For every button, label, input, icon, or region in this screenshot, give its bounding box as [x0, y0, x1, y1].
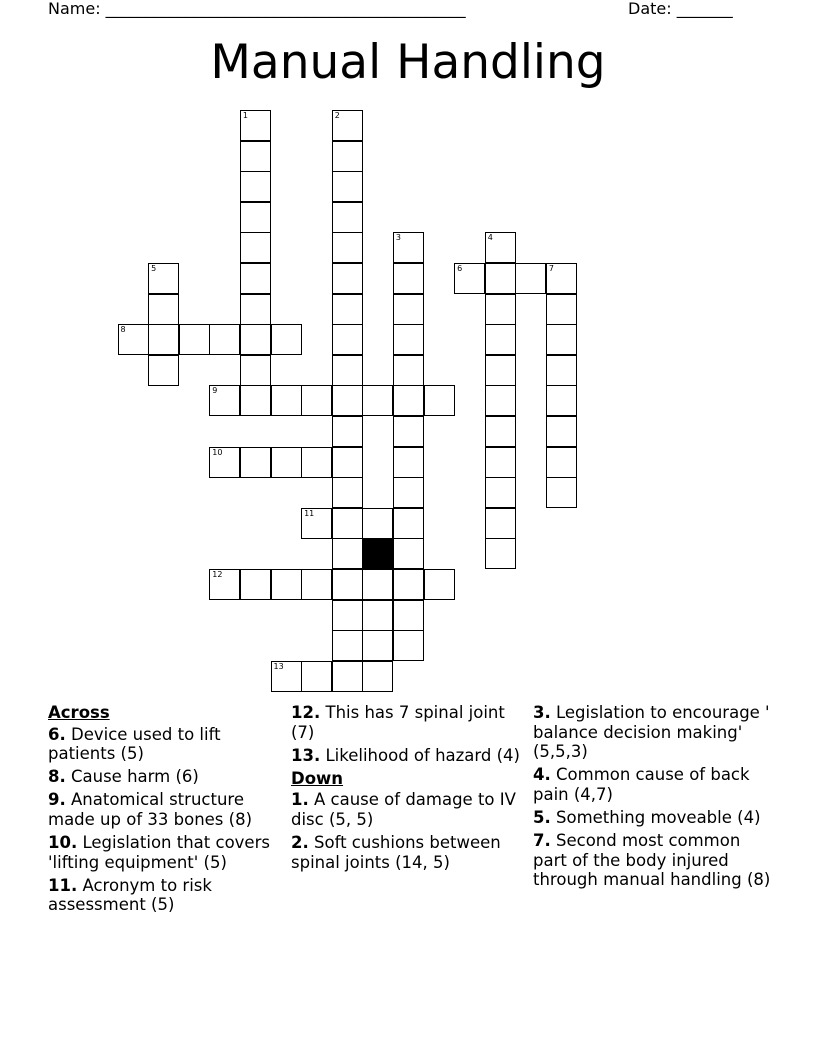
crossword-cell[interactable] — [240, 294, 271, 325]
crossword-cell[interactable] — [393, 416, 424, 447]
clue-number: 9 — [212, 386, 218, 396]
crossword-cell[interactable] — [332, 263, 363, 294]
crossword-cell[interactable] — [485, 294, 516, 325]
crossword-cell[interactable] — [240, 324, 271, 355]
clue-column-2 — [291, 703, 525, 876]
clue-number: 3 — [395, 233, 401, 243]
crossword-cell[interactable] — [485, 385, 516, 416]
crossword-cell[interactable] — [485, 355, 516, 386]
crossword-cell[interactable] — [393, 385, 424, 416]
crossword-cell[interactable] — [393, 600, 424, 631]
crossword-cell[interactable] — [393, 569, 424, 600]
crossword-cell[interactable] — [301, 569, 332, 600]
crossword-cell[interactable] — [332, 447, 363, 478]
crossword-cell[interactable] — [301, 385, 332, 416]
across-clue-10: 10. Legislation that covers 'lifting equipment' (5) — [48, 833, 270, 872]
clue-number: 5 — [151, 264, 157, 273]
clue-number: 12 — [212, 570, 223, 579]
crossword-cell[interactable] — [271, 661, 302, 692]
crossword-cell[interactable] — [393, 630, 424, 661]
crossword-cell[interactable] — [118, 324, 149, 355]
crossword-cell[interactable] — [148, 324, 179, 355]
crossword-cell[interactable] — [393, 508, 424, 539]
crossword-cell[interactable] — [546, 355, 577, 386]
crossword-cell[interactable] — [332, 569, 363, 600]
crossword-cell[interactable] — [362, 661, 393, 692]
crossword-cell[interactable] — [301, 447, 332, 478]
crossword-cell[interactable] — [362, 508, 393, 539]
crossword-cell[interactable] — [240, 447, 271, 478]
crossword-cell[interactable] — [148, 355, 179, 386]
crossword-cell[interactable] — [209, 385, 240, 416]
crossword-cell[interactable] — [209, 447, 240, 478]
across-heading: Across — [48, 703, 110, 722]
crossword-cell[interactable] — [546, 294, 577, 325]
clue-number: 4 — [487, 233, 493, 243]
crossword-cell[interactable] — [332, 324, 363, 355]
crossword-cell[interactable] — [332, 416, 363, 447]
across-clue-12: 12. This has 7 spinal joint (7) — [291, 703, 505, 742]
crossword-cell[interactable] — [424, 385, 455, 416]
down-clue-5: 5. Something moveable (4) — [533, 807, 761, 827]
crossword-cell[interactable] — [240, 385, 271, 416]
crossword-cell[interactable] — [485, 508, 516, 539]
crossword-cell[interactable] — [362, 569, 393, 600]
crossword-cell[interactable] — [332, 202, 363, 233]
down-heading: Down — [291, 768, 344, 788]
crossword-cell[interactable] — [209, 569, 240, 600]
crossword-cell[interactable] — [240, 202, 271, 233]
crossword-cell[interactable] — [332, 477, 363, 508]
crossword-cell[interactable] — [393, 263, 424, 294]
crossword-cell[interactable] — [301, 508, 332, 539]
crossword-cell[interactable] — [209, 324, 240, 355]
across-clue-6: 6. Device used to lift patients (5) — [48, 724, 221, 764]
crossword-cell[interactable] — [240, 141, 271, 172]
page-title: Manual Handling — [210, 35, 606, 90]
crossword-cell[interactable] — [332, 538, 363, 569]
clue-number: 6 — [457, 264, 463, 273]
crossword-cell[interactable] — [271, 569, 302, 600]
crossword-cell[interactable] — [424, 569, 455, 600]
across-clue-9: 9. Anatomical structure made up of 33 bones (8) — [48, 790, 253, 829]
blocked-cell — [362, 538, 393, 569]
crossword-cell[interactable] — [546, 477, 577, 508]
clue-column-3 — [533, 703, 773, 893]
crossword-cell[interactable] — [393, 324, 424, 355]
crossword-cell[interactable] — [240, 355, 271, 386]
crossword-cell[interactable] — [362, 600, 393, 631]
clue-number: 7 — [548, 264, 554, 273]
down-clue-2: 2. Soft cushions between spinal joints (14, 5) — [291, 833, 501, 872]
crossword-cell[interactable] — [332, 661, 363, 692]
crossword-cell[interactable] — [332, 232, 363, 263]
crossword-cell[interactable] — [240, 263, 271, 294]
crossword-cell[interactable] — [485, 477, 516, 508]
crossword-cell[interactable] — [393, 355, 424, 386]
across-clue-8: 8. Cause harm (6) — [48, 767, 199, 787]
crossword-cell[interactable] — [332, 508, 363, 539]
down-clue-1: 1. A cause of damage to IV disc (5, 5) — [291, 790, 516, 829]
clue-number: 11 — [304, 508, 315, 518]
name-field-label[interactable]: Name: _____________________________________________ — [48, 0, 466, 18]
crossword-cell[interactable] — [179, 324, 210, 355]
crossword-cell[interactable] — [546, 447, 577, 478]
clue-number: 8 — [120, 325, 126, 335]
crossword-cell[interactable] — [332, 355, 363, 386]
crossword-cell[interactable] — [485, 324, 516, 355]
crossword-cell[interactable] — [148, 263, 179, 294]
crossword-cell[interactable] — [240, 569, 271, 600]
crossword-cell[interactable] — [546, 263, 577, 294]
clue-column-1 — [48, 703, 280, 918]
crossword-cell[interactable] — [362, 630, 393, 661]
crossword-cell[interactable] — [393, 477, 424, 508]
crossword-cell[interactable] — [301, 661, 332, 692]
crossword-cell[interactable] — [240, 171, 271, 202]
date-field-label[interactable]: Date: _______ — [628, 0, 733, 18]
crossword-cell[interactable] — [485, 538, 516, 569]
crossword-cell[interactable] — [332, 630, 363, 661]
crossword-cell[interactable] — [332, 110, 363, 141]
crossword-cell[interactable] — [332, 171, 363, 202]
crossword-cell[interactable] — [240, 110, 271, 141]
crossword-cell[interactable] — [240, 232, 271, 263]
clue-number: 1 — [242, 111, 248, 120]
crossword-cell[interactable] — [515, 263, 546, 294]
crossword-cell[interactable] — [485, 232, 516, 263]
crossword-cell[interactable] — [393, 232, 424, 263]
crossword-cell[interactable] — [271, 324, 302, 355]
clue-number: 2 — [334, 111, 340, 120]
crossword-cell[interactable] — [271, 447, 302, 478]
crossword-cell[interactable] — [546, 324, 577, 355]
crossword-cell[interactable] — [393, 447, 424, 478]
crossword-cell[interactable] — [271, 385, 302, 416]
crossword-cell[interactable] — [332, 294, 363, 325]
crossword-cell[interactable] — [332, 385, 363, 416]
across-clue-11: 11. Acronym to risk assessment (5) — [48, 875, 212, 915]
crossword-cell[interactable] — [393, 294, 424, 325]
crossword-cell[interactable] — [546, 385, 577, 416]
across-clue-13: 13. Likelihood of hazard (4) — [291, 745, 520, 765]
crossword-cell[interactable] — [148, 294, 179, 325]
down-clue-7: 7. Second most common part of the body injured through manual handling (8) — [533, 831, 771, 890]
crossword-cell[interactable] — [546, 416, 577, 447]
crossword-cell[interactable] — [362, 385, 393, 416]
crossword-cell[interactable] — [485, 263, 516, 294]
clue-number: 13 — [273, 661, 284, 671]
crossword-cell[interactable] — [485, 447, 516, 478]
crossword-cell[interactable] — [393, 538, 424, 569]
down-clue-4: 4. Common cause of back pain (4,7) — [533, 765, 750, 804]
crossword-cell[interactable] — [454, 263, 485, 294]
crossword-cell[interactable] — [332, 141, 363, 172]
crossword-cell[interactable] — [332, 600, 363, 631]
crossword-cell[interactable] — [485, 416, 516, 447]
clue-number: 10 — [212, 447, 223, 457]
down-clue-3: 3. Legislation to encourage ' balance decision making' (5,5,3) — [533, 703, 770, 762]
